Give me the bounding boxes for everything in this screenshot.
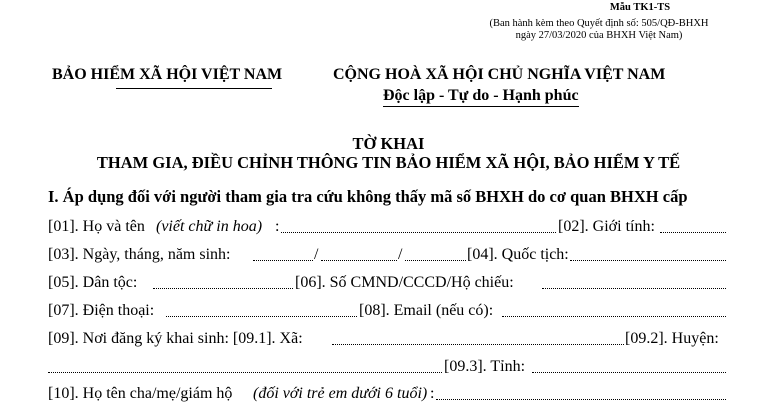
- agency-underline: [116, 88, 272, 89]
- field-colon: :: [275, 218, 280, 235]
- document-title: TỜ KHAI: [352, 134, 425, 153]
- guardian-name-field[interactable]: [436, 399, 726, 400]
- issuance-note-line-2: ngày 27/03/2020 của BHXH Việt Nam): [515, 30, 683, 41]
- ethnicity-field[interactable]: [153, 288, 293, 289]
- commune-field[interactable]: [332, 344, 624, 345]
- form-row-dob-nationality: [48, 246, 728, 268]
- issuance-note-line-1: (Ban hành kèm theo Quyết định số: 505/QĐ-BHXH: [489, 18, 709, 29]
- form-row-name-gender: [48, 218, 728, 240]
- dob-year-field[interactable]: [405, 260, 466, 261]
- province-field[interactable]: [532, 372, 726, 373]
- document-subtitle: THAM GIA, ĐIỀU CHỈNH THÔNG TIN BẢO HIỂM XÃ HỘI, BẢO HIỂM Y TẾ: [96, 153, 681, 172]
- email-field[interactable]: [502, 316, 726, 317]
- field-label-phone: [07]. Điện thoại:: [48, 302, 155, 319]
- form-row-district-province: [48, 358, 728, 380]
- field-label-id-number: [06]. Số CMND/CCCD/Hộ chiếu:: [295, 274, 514, 291]
- full-name-field[interactable]: [281, 232, 556, 233]
- phone-field[interactable]: [166, 316, 357, 317]
- field-label-date-of-birth: [03]. Ngày, tháng, năm sinh:: [48, 246, 231, 263]
- field-hint-under-6: (đối với trẻ em dưới 6 tuổi): [253, 385, 428, 402]
- section-1-heading: I. Áp dụng đối với người tham gia tra cứu không thấy mã số BHXH do cơ quan BHXH cấp: [48, 187, 688, 206]
- form-row-guardian: [48, 385, 728, 407]
- field-label-full-name: [01]. Họ và tên: [48, 218, 145, 235]
- field-label-birth-registration-commune: [09]. Nơi đăng ký khai sinh: [09.1]. Xã:: [48, 330, 303, 347]
- agency-name: BẢO HIỂM XÃ HỘI VIỆT NAM: [52, 66, 283, 83]
- date-separator: /: [314, 246, 319, 263]
- form-row-ethnicity-id: [48, 274, 728, 296]
- dob-day-field[interactable]: [253, 260, 313, 261]
- id-number-field[interactable]: [542, 288, 726, 289]
- nation-name: CỘNG HOÀ XÃ HỘI CHỦ NGHĨA VIỆT NAM: [333, 66, 666, 83]
- field-label-gender: [02]. Giới tính:: [558, 218, 655, 235]
- field-label-email: [08]. Email (nếu có):: [359, 302, 494, 319]
- form-code: Mẫu TK1-TS: [609, 2, 671, 13]
- field-hint-uppercase: (viết chữ in hoa): [156, 218, 263, 235]
- form-row-birth-registration: [48, 330, 728, 352]
- nationality-field[interactable]: [570, 260, 726, 261]
- field-label-nationality: [04]. Quốc tịch:: [467, 246, 569, 263]
- field-label-ethnicity: [05]. Dân tộc:: [48, 274, 138, 291]
- field-label-guardian: [10]. Họ tên cha/mẹ/giám hộ: [48, 385, 233, 402]
- national-motto: Độc lập - Tự do - Hạnh phúc: [383, 87, 579, 107]
- date-separator: /: [398, 246, 403, 263]
- district-field[interactable]: [48, 372, 442, 373]
- gender-field[interactable]: [660, 232, 726, 233]
- field-colon: :: [430, 385, 435, 402]
- field-label-district: [09.2]. Huyện:: [625, 330, 719, 347]
- dob-month-field[interactable]: [321, 260, 397, 261]
- form-row-phone-email: [48, 302, 728, 324]
- field-label-province: [09.3]. Tỉnh:: [444, 358, 526, 375]
